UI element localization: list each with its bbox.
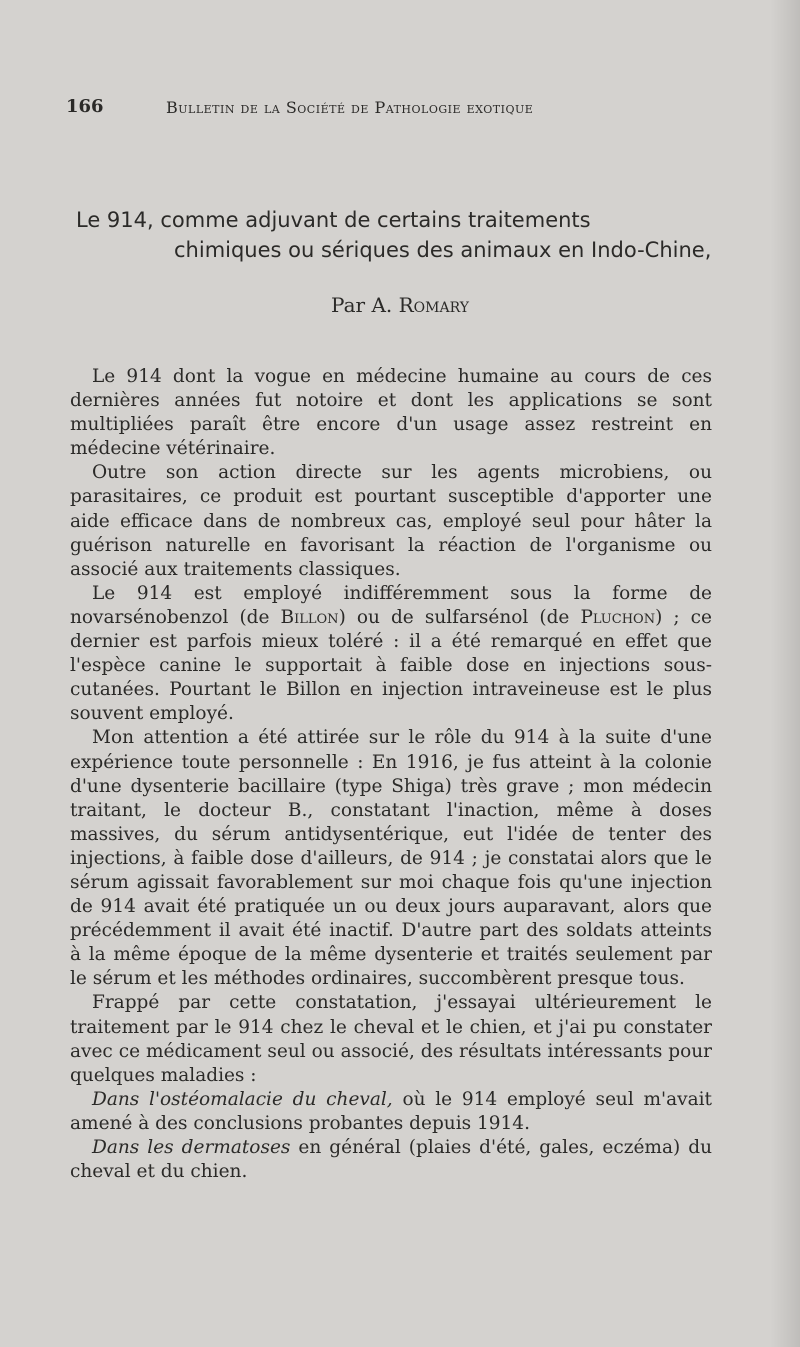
paragraph-7-italic: Dans les dermatoses: [92, 1137, 291, 1158]
paragraph-1: Le 914 dont la vogue en médecine humaine au cours de ces dernières années fut notoire et dont les applications se sont multipliées paraît être encore d'un usage assez restreint en médecine vétérinaire.: [70, 366, 712, 460]
paragraph-6-italic: Dans l'ostéomalacie du cheval,: [92, 1088, 393, 1110]
page-edge-shadow: [770, 0, 800, 1347]
paragraph-3-part-b: ) ou de sulfarsénol (de: [338, 606, 581, 628]
paragraph-6-rest: où le 914 employé seul m'avait amené à des conclusions probantes depuis 1914.: [70, 1088, 712, 1134]
author-byline: [0, 293, 800, 317]
paragraph-2: Outre son action directe sur les agents microbiens, ou parasitaires, ce produit est pourtant susceptible d'apporter une aide efficace dans de nombreux cas, employé seul pour hâter la guérison naturelle en favorisant la réaction de l'organisme ou associé aux traitements classiques.: [70, 462, 712, 580]
paragraph-7: [70, 1136, 712, 1184]
name-pluchon: Pluchon: [580, 606, 656, 628]
title-line-2: chimiques ou sériques des animaux en Indo-Chine,: [174, 238, 712, 262]
paragraph-3-part-a: Le 914 est employé indifféremment sous la forme de novarsénobenzol (de: [70, 582, 712, 628]
article-title: [76, 205, 736, 265]
paragraph-6: [70, 1088, 712, 1136]
name-billon: Billon: [280, 606, 339, 628]
paragraph-3: [70, 582, 712, 727]
paragraph-7-rest: en général (plaies d'été, gales, eczéma) du cheval et du chien.: [70, 1137, 713, 1183]
running-header: [66, 96, 626, 120]
paragraph-5: Frappé par cette constatation, j'essayai ultérieurement le traitement par le 914 chez le cheval et le chien, et j'ai pu constater avec ce médicament seul ou associé, des résultats intéressants pour quelques maladies :: [70, 992, 712, 1086]
paragraph-4: Mon attention a été attirée sur le rôle du 914 à la suite d'une expérience toute personnelle : En 1916, je fus atteint à la colonie d'une dysenterie bacillaire (type Shiga) très grave ; mon médecin traitant, le docteur B., constatant l'inaction, même à doses massives, du sérum antidysentérique, eut l'idée de tenter des injections, à faible dose d'ailleurs, de 914 ; je constatai alors que le sérum agissait favorablement sur moi chaque fois qu'une injection de 914 avait été pratiquée un ou deux jours auparavant, alors que précédemment il avait été inactif. D'autre part des soldats atteints à la même époque de la même dysenterie et traités seulement par le sérum et les méthodes ordinaires, succombèrent presque tous.: [70, 727, 712, 990]
article-body: [70, 365, 712, 1184]
paragraph-3-part-c: ) ; ce dernier est parfois mieux toléré : il a été remarqué en effet que l'espèce canine le supportait à faible dose en injections sous-cutanées. Pourtant le Billon en injection intraveineuse est le plus souvent employé.: [70, 606, 712, 725]
page-number: 166: [66, 96, 104, 117]
byline-prefix: Par A.: [331, 293, 399, 317]
author-name: Romary: [398, 293, 469, 317]
running-title: Bulletin de la Société de Pathologie exotique: [166, 98, 534, 117]
title-line-1: Le 914, comme adjuvant de certains traitements: [76, 208, 591, 232]
